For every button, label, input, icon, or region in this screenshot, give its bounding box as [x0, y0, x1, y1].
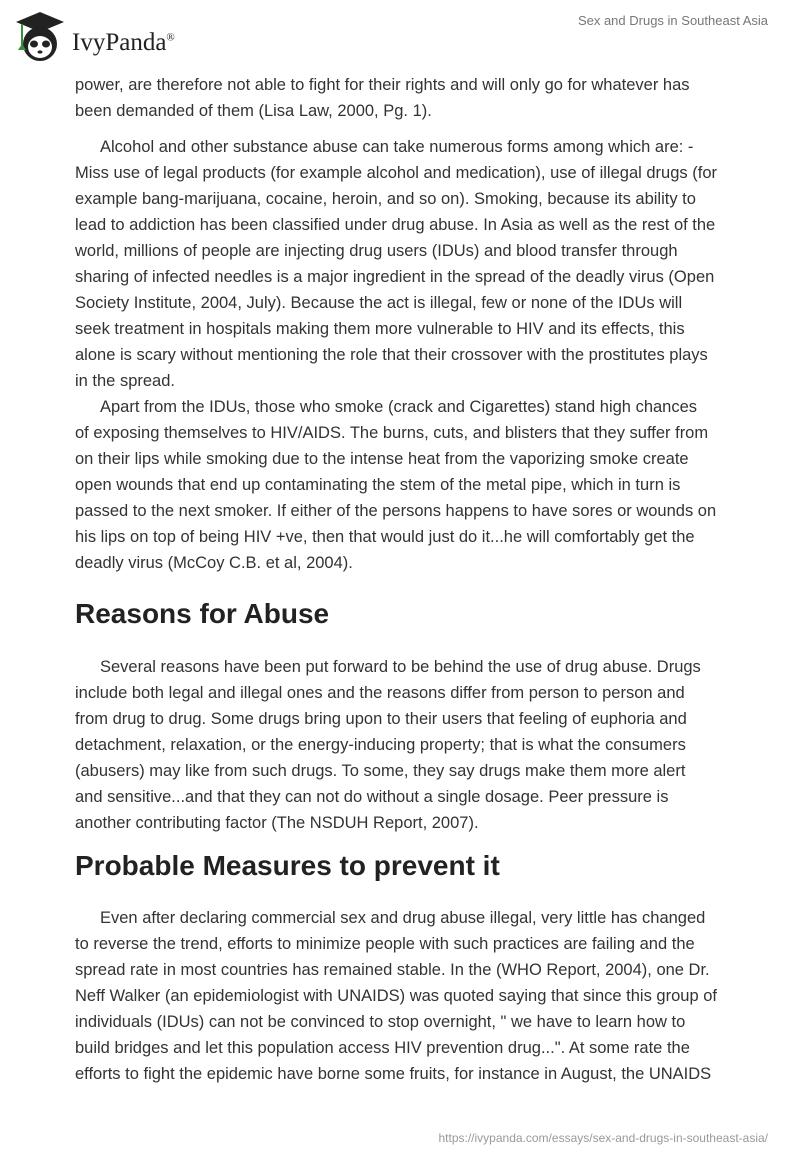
text-line: detachment, relaxation, or the energy-inducing property; that is what the consumers — [75, 736, 686, 754]
text-line: Miss use of legal products (for example alcohol and medication), use of illegal drugs (for — [75, 164, 717, 182]
text-line: lead to addiction has been classified under drug abuse. In Asia as well as the rest of the — [75, 216, 716, 234]
panda-graduate-icon — [12, 8, 68, 64]
text-line: include both legal and illegal ones and the reasons differ from person to person and — [75, 684, 685, 702]
text-line: sharing of infected needles is a major ingredient in the spread of the deadly virus (Open — [75, 268, 715, 286]
text-line: (abusers) may like from such drugs. To some, they say drugs make them more alert — [75, 762, 686, 780]
text-line: from drug to drug. Some drugs bring upon to their users that feeling of euphoria and — [75, 710, 687, 728]
text-line: been demanded of them (Lisa Law, 2000, Pg. 1). — [75, 102, 432, 120]
source-url[interactable]: https://ivypanda.com/essays/sex-and-drugs-in-southeast-asia/ — [438, 1131, 768, 1145]
ivypanda-logo[interactable] — [12, 8, 175, 64]
text-line: power, are therefore not able to fight for their rights and will only go for whatever has — [75, 76, 690, 94]
paragraph — [75, 394, 735, 576]
text-line: spread rate in most countries has remained stable. In the (WHO Report, 2004), one Dr. — [75, 961, 710, 979]
text-line: individuals (IDUs) can not be convinced to stop overnight, " we have to learn how to — [75, 1013, 686, 1031]
text-line: build bridges and let this population access HIV prevention drug...". At some rate the — [75, 1039, 690, 1057]
section-heading: Reasons for Abuse — [75, 598, 330, 629]
text-line: of exposing themselves to HIV/AIDS. The burns, cuts, and blisters that they suffer from — [75, 424, 709, 442]
text-line: in the spread. — [75, 372, 175, 390]
text-line: passed to the next smoker. If either of the persons happens to have sores or wounds on — [75, 502, 717, 520]
text-line: example bang-marijuana, cocaine, heroin, and so on). Smoking, because its ability to — [75, 190, 696, 208]
paragraph — [75, 72, 735, 124]
text-line: another contributing factor (The NSDUH Report, 2007). — [75, 814, 479, 832]
text-line: open wounds that end up contaminating the stem of the metal pipe, which in turn is — [75, 476, 681, 494]
text-line: to reverse the trend, efforts to minimize people with such practices are failing and the — [75, 935, 695, 953]
paragraph — [75, 654, 735, 836]
text-line: efforts to fight the epidemic have borne some fruits, for instance in August, the UNAIDS — [75, 1065, 712, 1083]
text-line: Even after declaring commercial sex and drug abuse illegal, very little has changed — [100, 909, 706, 927]
text-line: his lips on top of being HIV +ve, then that would just do it...he will comfortably get the — [75, 528, 695, 546]
text-line: Society Institute, 2004, July). Because the act is illegal, few or none of the IDUs will — [75, 294, 683, 312]
text-line: Several reasons have been put forward to be behind the use of drug abuse. Drugs — [100, 658, 701, 676]
text-line: Alcohol and other substance abuse can take numerous forms among which are: - — [100, 138, 694, 156]
paragraph — [75, 905, 735, 1087]
text-line: Apart from the IDUs, those who smoke (crack and Cigarettes) stand high chances — [100, 398, 698, 416]
text-line: and sensitive...and that they can not do without a single dosage. Peer pressure is — [75, 788, 669, 806]
document-title: Sex and Drugs in Southeast Asia — [577, 13, 768, 28]
text-line: Neff Walker (an epidemiologist with UNAIDS) was quoted saying that since this group of — [75, 987, 717, 1005]
text-line: alone is scary without mentioning the role that their crossover with the prostitutes plays — [75, 346, 708, 364]
section-heading: Probable Measures to prevent it — [75, 850, 500, 881]
text-line: deadly virus (McCoy C.B. et al, 2004). — [75, 554, 353, 572]
text-line: seek treatment in hospitals making them more vulnerable to HIV and its effects, this — [75, 320, 685, 338]
brand-name: IvyPanda® — [72, 29, 175, 56]
text-line: on their lips while smoking due to the intense heat from the vaporizing smoke create — [75, 450, 689, 468]
paragraph — [75, 134, 735, 394]
text-line: world, millions of people are injecting drug users (IDUs) and blood transfer through — [75, 242, 678, 260]
